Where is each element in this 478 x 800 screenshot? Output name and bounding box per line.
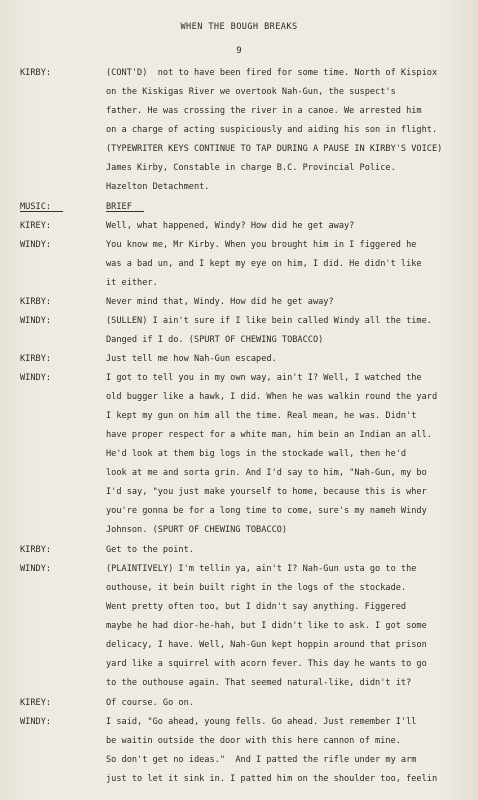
dialogue-line: be waitin outside the door with this here cannon of mine. <box>106 736 401 746</box>
speaker-label: WINDY: <box>20 240 52 250</box>
speaker-label: KIREY: <box>20 698 52 708</box>
dialogue-line: He'd look at them big logs in the stockade wall, then he'd <box>106 449 407 459</box>
dialogue-line: old bugger like a hawk, I did. When he was walkin round the yard <box>106 392 438 402</box>
dialogue-line: was a bad un, and I kept my eye on him, I did. He didn't like <box>106 259 422 269</box>
page-number: 9 <box>236 46 242 56</box>
dialogue-line: Hazelton Detachment. <box>106 182 210 192</box>
dialogue-line: Get to the point. <box>106 545 194 555</box>
speaker-label: KIRBY: <box>20 354 52 364</box>
speaker-label: WINDY: <box>20 564 52 574</box>
dialogue-line: delicacy, I have. Well, Nah-Gun kept hoppin around that prison <box>106 640 427 650</box>
dialogue-line: (SULLEN) I ain't sure if I like bein called Windy all the time. <box>106 316 432 326</box>
dialogue-line: it either. <box>106 278 158 288</box>
dialogue-line: (CONT'D) not to have been fired for some time. North of Kispiox <box>106 68 438 78</box>
dialogue-line: Went pretty often too, but I didn't say anything. Figgered <box>106 602 407 612</box>
dialogue-line: outhouse, it bein built right in the logs of the stockade. <box>106 583 407 593</box>
speaker-label: KIRBY: <box>20 297 52 307</box>
dialogue-line: James Kirby, Constable in charge B.C. Provincial Police. <box>106 163 396 173</box>
dialogue-line: Of course. Go on. <box>106 698 194 708</box>
dialogue-line: I kept my gun on him all the time. Real mean, he was. Didn't <box>106 411 417 421</box>
dialogue-line: So don't get no ideas." And I patted the rifle under my arm <box>106 755 417 765</box>
script-title: WHEN THE BOUGH BREAKS <box>180 22 298 32</box>
dialogue-line: yard like a squirrel with acorn fever. This day he wants to go <box>106 659 427 669</box>
dialogue-line: maybe he had dior-he-hah, but I didn't like to ask. I got some <box>106 621 427 631</box>
dialogue-line: I got to tell you in my own way, ain't I? Well, I watched the <box>106 373 422 383</box>
speaker-label: KIRBY: <box>20 545 52 555</box>
dialogue-line: (TYPEWRITER KEYS CONTINUE TO TAP DURING A PAUSE IN KIRBY'S VOICE) <box>106 144 443 154</box>
dialogue-line: I said, "Go ahead, young fells. Go ahead. Just remember I'll <box>106 717 417 727</box>
dialogue-line: father. He was crossing the river in a canoe. We arrested him <box>106 106 422 116</box>
dialogue-line: Johnson. (SPURT OF CHEWING TOBACCO) <box>106 525 288 535</box>
dialogue-line: Well, what happened, Windy? How did he get away? <box>106 221 355 231</box>
dialogue-line: Danged if I do. (SPURT OF CHEWING TOBACCO) <box>106 335 324 345</box>
dialogue-line: Never mind that, Windy. How did he get away? <box>106 297 334 307</box>
speaker-label: WINDY: <box>20 316 52 326</box>
dialogue-line: you're gonna be for a long time to come, sure's my nameh Windy <box>106 506 427 516</box>
dialogue-line: on a charge of acting suspiciously and aiding his son in flight. <box>106 125 438 135</box>
speaker-label: KIREY: <box>20 221 52 231</box>
dialogue-line: BRIEF <box>106 202 132 212</box>
speaker-label: KIRBY: <box>20 68 52 78</box>
dialogue-line: You know me, Mr Kirby. When you brought him in I figgered he <box>106 240 417 250</box>
speaker-label: WINDY: <box>20 717 52 727</box>
dialogue-line: have proper respect for a white man, him bein an Indian an all. <box>106 430 432 440</box>
dialogue-line: I'd say, "you just make yourself to home, because this is wher <box>106 487 427 497</box>
speaker-label: MUSIC: <box>20 202 52 212</box>
dialogue-line: to the outhouse again. That seemed natural-like, didn't it? <box>106 678 412 688</box>
dialogue-line: just to let it sink in. I patted him on the shoulder too, feelin <box>106 774 438 784</box>
dialogue-line: Just tell me how Nah-Gun escaped. <box>106 354 277 364</box>
dialogue-line: look at me and sorta grin. And I'd say to him, "Nah-Gun, my bo <box>106 468 427 478</box>
dialogue-line: (PLAINTIVELY) I'm tellin ya, ain't I? Nah-Gun usta go to the <box>106 564 417 574</box>
speaker-label: WINDY: <box>20 373 52 383</box>
dialogue-line: on the Kiskigas River we overtook Nah-Gun, the suspect's <box>106 87 396 97</box>
